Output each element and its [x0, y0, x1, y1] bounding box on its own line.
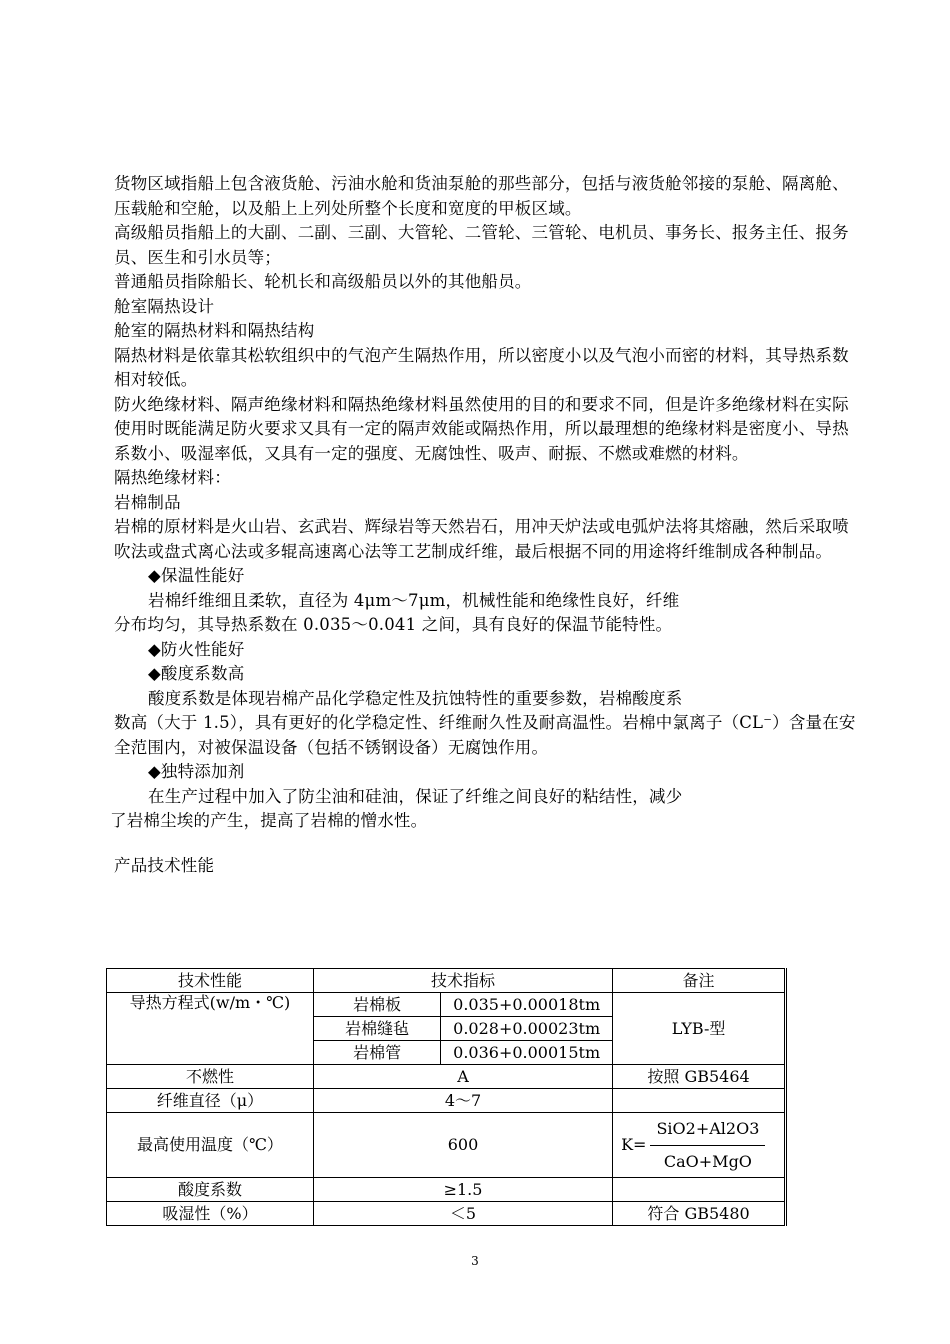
- table-row: [107, 1202, 786, 1226]
- formula-pipe: 0.036+0.00015tm: [441, 1041, 613, 1065]
- conductivity-note: LYB-型: [613, 993, 786, 1065]
- paragraph-acidity-line1: 酸度系数是体现岩棉产品化学稳定性及抗蚀特性的重要参数，岩棉酸度系: [148, 688, 683, 708]
- paragraph-fireproof-materials: 防火绝缘材料、隔声绝缘材料和隔热绝缘材料虽然使用的目的和要求不同，但是许多绝缘材料在实际使用时既能满足防火要求又具有一定的隔声效能或隔热作用，所以最理想的绝缘材料是密度小、导热系数小、吸湿率低，又具有一定的强度、无腐蚀性、吸声、耐振、不燃或难燃的材料。: [114, 394, 849, 463]
- maxtemp-value: 600: [313, 1113, 612, 1178]
- paragraph-fiber-line2: 分布均匀，其导热系数在 0.035～0.041 之间，具有良好的保温节能特性。: [114, 615, 673, 634]
- heading-insulation-materials: 舱室的隔热材料和隔热结构: [114, 321, 315, 340]
- conductivity-label: 导热方程式(w/m・℃): [107, 993, 314, 1065]
- paragraph-fiber-line1: 岩棉纤维细且柔软，直径为 4μm～7μm，机械性能和绝缘性良好，纤维: [148, 590, 680, 610]
- formula-k: K=: [621, 1135, 647, 1154]
- paragraph-additive-line1: 在生产过程中加入了防尘油和硅油，保证了纤维之间良好的粘结性，减少: [148, 786, 683, 806]
- acidity-formula: [613, 1113, 786, 1178]
- fiber-value: 4～7: [313, 1089, 612, 1113]
- fraction-denominator: CaO+MgO: [663, 1151, 752, 1171]
- bullet-heat-preservation: ◆保温性能好: [148, 566, 245, 585]
- paragraph-ordinary-crew: 普通船员指除船长、轮机长和高级船员以外的其他船员。: [114, 272, 532, 291]
- fiber-label: 纤维直径（μ）: [107, 1089, 314, 1113]
- formula-board: 0.035+0.00018tm: [441, 993, 613, 1017]
- table-row: [107, 1113, 786, 1178]
- heading-rockwool: 岩棉制品: [114, 492, 181, 512]
- moisture-note: 符合 GB5480: [613, 1202, 786, 1226]
- spec-table: [106, 968, 787, 1226]
- heading-cabin-insulation: 舱室隔热设计: [114, 296, 215, 316]
- moisture-value: ＜5: [313, 1202, 612, 1226]
- fiber-note: [613, 1089, 786, 1113]
- paragraph-acidity-line2: 数高（大于 1.5），具有更好的化学稳定性、纤维耐久性及耐高温性。岩棉中氯离子（CL⁻）含量在安全范围内，对被保温设备（包括不锈钢设备）无腐蚀作用。: [114, 713, 856, 757]
- noncombustible-label: 不燃性: [107, 1065, 314, 1089]
- bullet-additive: ◆独特添加剂: [148, 762, 245, 781]
- material-board: 岩棉板: [313, 993, 440, 1017]
- paragraph-cargo-area: 货物区域指船上包含液货舱、污油水舱和货油泵舱的那些部分，包括与液货舱邻接的泵舱、隔离舱、压载舱和空舱，以及船上上列处所整个长度和宽度的甲板区域。: [114, 174, 849, 218]
- heading-insulation-list: 隔热绝缘材料：: [114, 468, 231, 487]
- header-note: 备注: [613, 969, 786, 993]
- body-text: [110, 172, 864, 878]
- table-row: [107, 1178, 786, 1202]
- paragraph-senior-crew: 高级船员指船上的大副、二副、三副、大管轮、二管轮、三管轮、电机员、事务长、报务主任、报务员、医生和引水员等；: [114, 223, 849, 267]
- table-row: [107, 1089, 786, 1113]
- paragraph-additive-line2: 了岩棉尘埃的产生，提高了岩棉的憎水性。: [110, 811, 428, 830]
- table-row: [107, 993, 786, 1017]
- maxtemp-label: 最高使用温度（℃）: [107, 1113, 314, 1178]
- heading-product-performance: 产品技术性能: [114, 855, 215, 875]
- material-pipe: 岩棉管: [313, 1041, 440, 1065]
- bullet-fireproof: ◆防火性能好: [148, 639, 245, 659]
- table-row: [107, 1065, 786, 1089]
- header-property: 技术性能: [107, 969, 314, 993]
- material-felt: 岩棉缝毡: [313, 1017, 440, 1041]
- acidity-value: ≥1.5: [313, 1178, 612, 1202]
- formula-container: [617, 1115, 780, 1176]
- table-header-row: [107, 969, 786, 993]
- noncombustible-value: A: [313, 1065, 612, 1089]
- fraction-numerator: SiO2+Al2O3: [650, 1115, 765, 1146]
- acidity-label: 酸度系数: [107, 1178, 314, 1202]
- noncombustible-note: 按照 GB5464: [613, 1065, 786, 1089]
- acidity-note: [613, 1178, 786, 1202]
- moisture-label: 吸湿性（%）: [107, 1202, 314, 1226]
- spacer: [114, 834, 864, 854]
- bullet-acidity: ◆酸度系数高: [148, 664, 245, 683]
- formula-felt: 0.028+0.00023tm: [441, 1017, 613, 1041]
- fraction: [650, 1115, 765, 1176]
- paragraph-rockwool-origin: 岩棉的原材料是火山岩、玄武岩、辉绿岩等天然岩石，用冲天炉法或电弧炉法将其熔融，然后采取喷吹法或盘式离心法或多辊高速离心法等工艺制成纤维，最后根据不同的用途将纤维制成各种制品。: [114, 517, 849, 561]
- paragraph-insulation-principle: 隔热材料是依靠其松软组织中的气泡产生隔热作用，所以密度小以及气泡小而密的材料，其导热系数相对较低。: [114, 345, 849, 389]
- page-number: 3: [471, 1254, 479, 1268]
- header-spec: 技术指标: [313, 969, 612, 993]
